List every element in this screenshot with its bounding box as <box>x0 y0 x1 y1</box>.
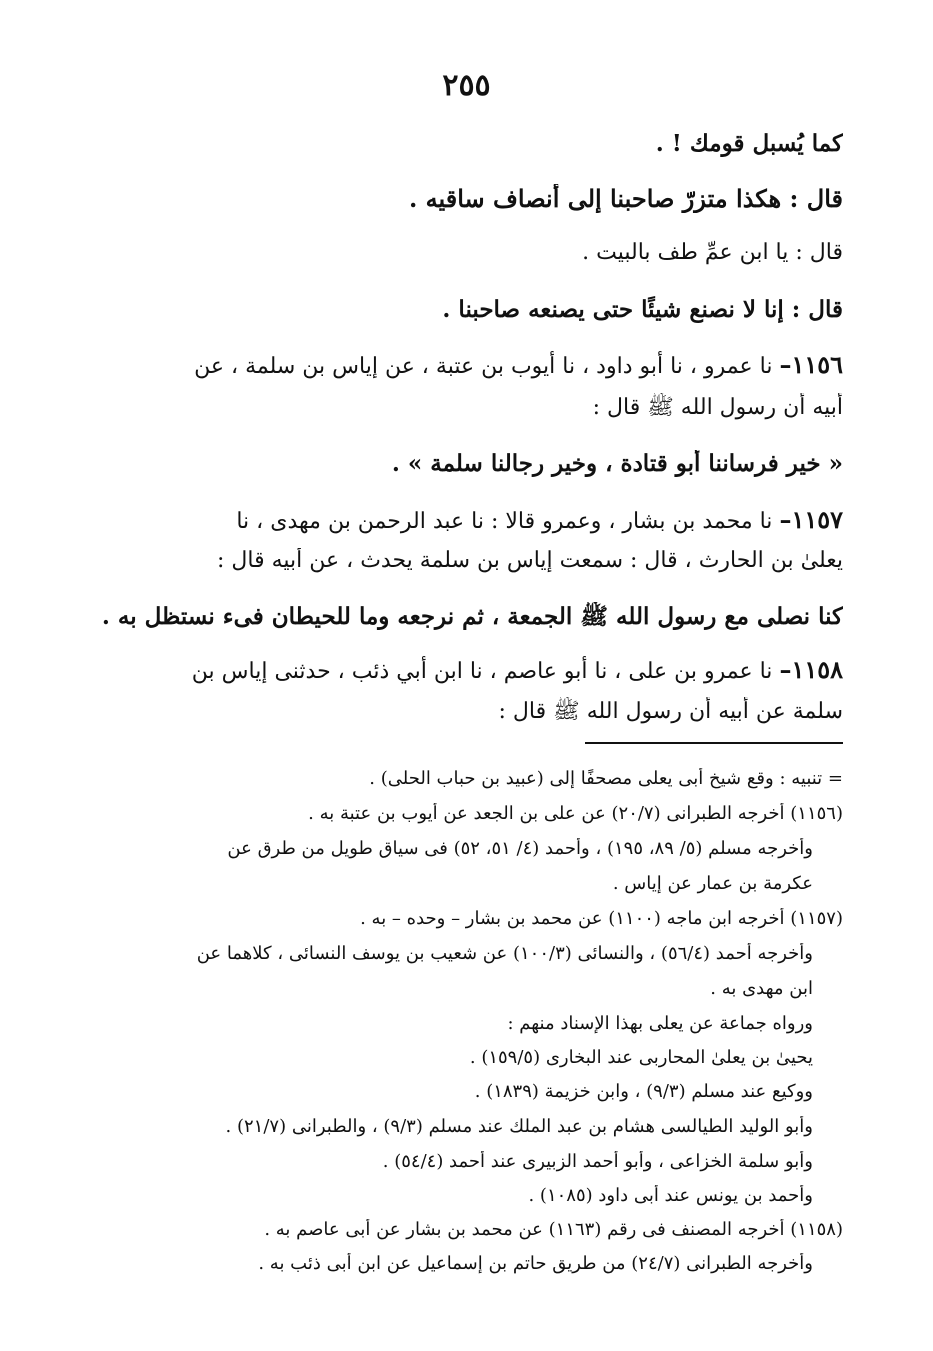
text-line-1: كما يُسبل قومك ! . <box>655 130 843 157</box>
footnote-line: وأخرجه الطبرانى (٢٤/٧) من طريق حاتم بن إسماعيل عن ابن أبى ذئب به . <box>258 1253 813 1274</box>
footnote-line: ورواه جماعة عن يعلى بهذا الإسناد منهم : <box>507 1013 813 1034</box>
footnote-line: يحيىٰ بن يعلىٰ المحاربى عند البخارى (١٥٩/٥) . <box>469 1047 813 1068</box>
hadith-1158-line-2: سلمة عن أبيه أن رسول الله ﷺ قال : <box>498 699 843 724</box>
footnote-line: = تنبيه : وقع شيخ أبى يعلى مصحفًا إلى (عبيد بن حباب الحلى) . <box>369 768 843 789</box>
footnote-line: وأحمد بن يونس عند أبى داود (١٠٨٥) . <box>528 1185 813 1206</box>
footnote-line: (١١٥٧) أخرجه ابن ماجه (١١٠٠) عن محمد بن بشار – وحده – به . <box>360 908 843 929</box>
page-number: ٢٥٥ <box>442 68 491 103</box>
footnote-line: (١١٥٨) أخرجه المصنف فى رقم (١١٦٣) عن محمد بن بشار عن أبى عاصم به . <box>264 1219 843 1240</box>
text-line-2: قال : هكذا متزرّ صاحبنا إلى أنصاف ساقيه . <box>408 184 843 213</box>
hadith-1158-text-a: نا عمرو بن على ، نا أبو عاصم ، نا ابن أبي ذئب ، حدثنى إياس بن <box>191 659 773 684</box>
footnote-line: وأخرجه أحمد (٥٦/٤) ، والنسائى (١٠٠/٣) عن شعيب بن يوسف النسائى ، كلاهما عن <box>196 943 813 964</box>
hadith-1157-text-a: نا محمد بن بشار ، وعمرو قالا : نا عبد الرحمن بن مهدى ، نا <box>236 509 773 534</box>
text-line-4: قال : إنا لا نصنع شيئًا حتى يصنعه صاحبنا . <box>442 296 843 323</box>
hadith-1156-line-1 <box>100 350 843 379</box>
text-line-6: كنا نصلى مع رسول الله ﷺ الجمعة ، ثم نرجعه وما للحيطان فىء نستظل به . <box>101 603 843 630</box>
hadith-1157-line-1 <box>100 505 843 534</box>
text-line-5: « خير فرساننا أبو قتادة ، وخير رجالنا سلمة » . <box>391 450 843 477</box>
footnote-divider <box>585 742 843 744</box>
hadith-number-1156: ١١٥٦– <box>779 350 843 379</box>
text-line-3: قال : يا ابن عمِّ طف بالبيت . <box>582 240 843 265</box>
footnote-line: (١١٥٦) أخرجه الطبرانى (٢٠/٧) عن على بن الجعد عن أيوب بن عتبة به . <box>308 803 843 824</box>
footnote-line: وأبو الوليد الطيالسى هشام بن عبد الملك عند مسلم (٩/٣) ، والطبرانى (٢١/٧) . <box>225 1116 813 1137</box>
hadith-number-1157: ١١٥٧– <box>779 505 843 534</box>
hadith-1157-line-2: يعلىٰ بن الحارث ، قال : سمعت إياس بن سلمة يحدث ، عن أبيه قال : <box>216 548 843 573</box>
hadith-1156-text-a: نا عمرو ، نا أبو داود ، نا أيوب بن عتبة ، عن إياس بن سلمة ، عن <box>194 354 773 379</box>
footnote-line: ابن مهدى به . <box>710 978 813 999</box>
hadith-1156-line-2: أبيه أن رسول الله ﷺ قال : <box>592 395 843 420</box>
footnote-line: وأبو سلمة الخزاعى ، وأبو أحمد الزبيرى عند أحمد (٥٤/٤) . <box>382 1151 813 1172</box>
hadith-number-1158: ١١٥٨– <box>779 655 843 684</box>
footnote-line: وأخرجه مسلم (٥/ ٨٩، ١٩٥) ، وأحمد (٤/ ٥١، ٥٢) فى سياق طويل من طرق عن <box>227 838 813 859</box>
footnote-line: ووكيع عند مسلم (٩/٣) ، وابن خزيمة (١٨٣٩) . <box>474 1081 813 1102</box>
footnote-line: عكرمة بن عمار عن إياس . <box>612 873 813 894</box>
hadith-1158-line-1 <box>100 655 843 684</box>
